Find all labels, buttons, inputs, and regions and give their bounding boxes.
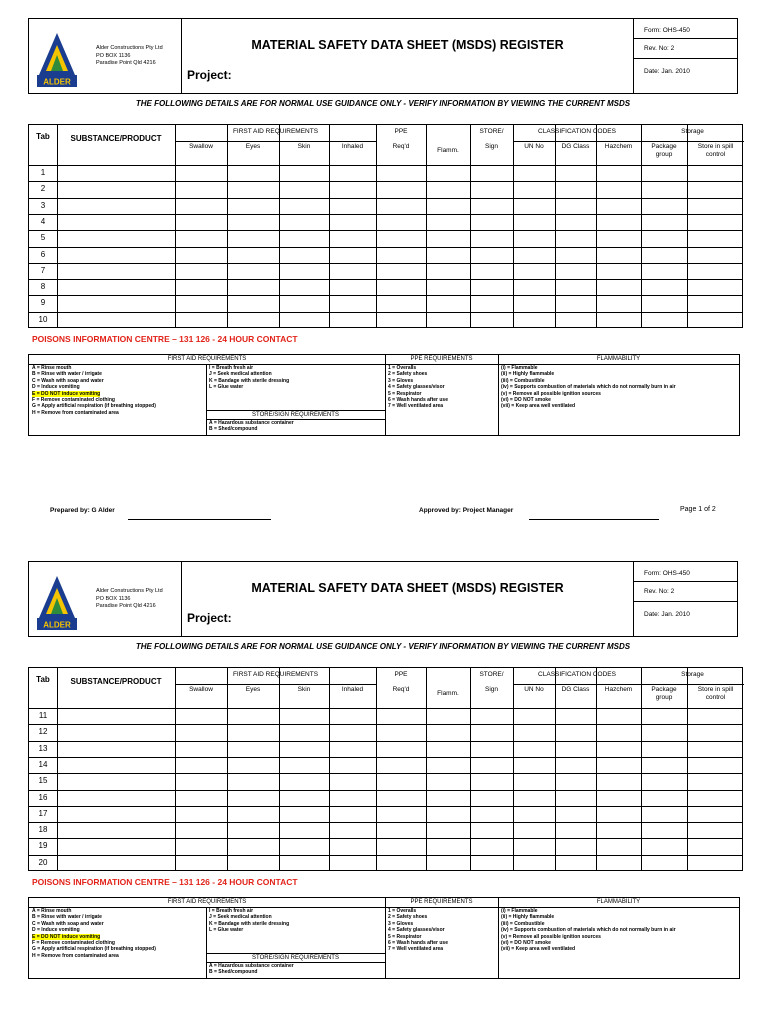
first-aid-header: FIRST AID REQUIREMENTS [232,671,319,678]
address-line: Paradise Point Qld 4216 [96,603,156,609]
legend-item: (iv) = Supports combustion of materials which do not normally burn in air [501,384,676,391]
legend-item: L = Glue water [209,384,244,391]
legend-item: C = Wash with soap and water [32,377,104,384]
page-number: Page 1 of 2 [680,506,716,513]
legend-item: 3 = Gloves [388,377,414,384]
legend-item: G = Apply artificial respiration (if breathing stopped) [32,946,156,953]
dg-class-header: DG Class [561,686,590,693]
legend-item: D = Induce vomiting [32,927,80,934]
address-line: PO BOX 1136 [96,52,131,59]
approved-signature-line[interactable] [529,519,659,520]
skin-header: Skin [297,686,311,693]
legend-first-aid-list-2 [209,908,289,934]
table-row-number: 14 [38,759,48,769]
table-row-number: 3 [40,200,46,210]
table-row-number: 12 [38,727,48,737]
legend-flammability-title: FLAMMABILITY [596,899,641,905]
prepared-by: Prepared by: G Alder [50,507,115,514]
project-label: Project: [187,68,232,82]
legend-item: F = Remove contaminated clothing [32,397,115,404]
legend-item: A = Hazardous substance container [209,420,294,426]
legend-store-list [209,963,294,976]
table-row-number: 16 [38,792,48,802]
legend-item: (iii) = Combustible [501,377,545,384]
tab-header: Tab [36,132,50,141]
store-header: STORE/ [479,128,504,135]
company-cell [29,562,182,636]
first-aid-header: FIRST AID REQUIREMENTS [232,128,319,135]
legend-item: 2 = Safety shoes [388,914,428,921]
store-header: STORE/ [479,671,504,678]
store-in-spill-header: Store in spill control [697,686,734,701]
legend-item: 7 = Well ventilated area [388,946,444,953]
msds-register-table [28,667,743,871]
swallow-header: Swallow [189,686,213,693]
legend-item: (i) = Flammable [501,908,538,914]
legend-item: B = Shed/compound [209,969,258,976]
legend-first-aid-list-2 [209,365,289,391]
skin-header: Skin [297,143,311,150]
table-row-number: 7 [40,265,46,275]
legend-item: 1 = Overalls [388,908,417,914]
form-number: Form: OHS-450 [644,570,690,577]
legend-item: A = Rinse mouth [32,365,72,371]
legend-item: H = Remove from contaminated area [32,952,119,959]
legend-item: (vi) = DO NOT smoke [501,397,551,404]
legend-table [28,354,740,436]
register-title: MATERIAL SAFETY DATA SHEET (MSDS) REGISTER [251,38,564,52]
eyes-header: Eyes [245,143,261,150]
legend-item: G = Apply artificial respiration (if breathing stopped) [32,403,156,410]
table-row-number: 8 [40,282,46,292]
swallow-header: Swallow [189,143,213,150]
legend-flammability-list [501,365,676,410]
legend-store-list [209,420,294,433]
sign-header: Sign [484,686,498,693]
legend-item: 4 = Safety glasses/visor [388,927,445,934]
legend-item: D = Induce vomiting [32,384,80,391]
legend-item: 5 = Respirator [388,933,422,940]
legend-item: 5 = Respirator [388,390,422,397]
legend-flammability-title: FLAMMABILITY [596,356,641,362]
classification-header: CLASSIFICATION CODES [538,671,616,678]
substance-header: SUBSTANCE/PRODUCT [70,134,162,143]
legend-item: I = Breath fresh air [209,908,254,914]
table-row-number: 19 [38,841,48,851]
dg-class-header: DG Class [561,143,590,150]
storage-header: Storage [681,671,704,678]
legend-item: 7 = Well ventilated area [388,403,444,410]
legend-item: (iii) = Combustible [501,920,545,927]
legend-item: E = DO NOT induce vomiting [32,390,101,397]
table-row-number: 18 [38,825,48,835]
table-row-number: 11 [38,711,48,720]
form-date: Date: Jan. 2010 [644,611,690,618]
table-row-number: 6 [40,249,46,259]
ppe-header: PPE [394,671,408,678]
header-box [28,561,738,637]
legend-item: F = Remove contaminated clothing [32,940,115,947]
legend-item: (iv) = Supports combustion of materials which do not normally burn in air [501,927,676,934]
company-address [96,588,163,611]
legend-item: K = Bandage with sterile dressing [209,920,290,927]
guidance-notice: THE FOLLOWING DETAILS ARE FOR NORMAL USE GUIDANCE ONLY - VERIFY INFORMATION BY VIEWING THE CURRENT MSDS [135,99,631,108]
legend-item: B = Rinse with water / irrigate [32,914,102,921]
prepared-signature-line[interactable] [128,519,271,520]
legend-flammability-list [501,908,676,953]
legend-item: (vii) = Keep area well ventilated [501,403,576,410]
storage-header: Storage [681,128,704,135]
legend-item: (i) = Flammable [501,365,538,371]
legend-first-aid-list [32,365,156,416]
inhaled-header: Inhaled [341,143,364,150]
table-row-number: 4 [40,216,46,226]
form-info-cell [633,19,738,93]
legend-first-aid-title: FIRST AID REQUIREMENTS [167,899,247,905]
legend-ppe-title: PPE REQUIREMENTS [410,899,473,905]
sign-header: Sign [484,143,498,150]
hazchem-header: Hazchem [604,143,633,150]
legend-first-aid-title: FIRST AID REQUIREMENTS [167,356,247,362]
project-label: Project: [187,611,232,625]
inhaled-header: Inhaled [341,686,364,693]
legend-item: 6 = Wash hands after use [388,397,448,404]
header-box [28,18,738,94]
table-row-number: 17 [38,808,48,818]
company-cell [29,19,182,93]
legend-ppe-list [388,908,448,953]
legend-item: C = Wash with soap and water [32,920,104,927]
table-row-number: 10 [38,314,48,324]
ppe-header: PPE [394,128,408,135]
legend-table [28,897,740,979]
address-line: PO BOX 1136 [96,595,131,602]
rev-number: Rev. No: 2 [644,45,675,52]
form-number: Form: OHS-450 [644,27,690,34]
legend-store-title: STORE/SIGN REQUIREMENTS [252,955,339,961]
legend-item: 3 = Gloves [388,920,414,927]
un-no-header: UN No [524,143,544,150]
msds-register-table [28,124,743,328]
table-row-number: 2 [40,184,46,194]
legend-item: (vii) = Keep area well ventilated [501,946,576,953]
package-group-header: Package group [651,686,677,701]
legend-item: J = Seek medical attention [209,371,272,378]
legend-item: (v) = Remove all possible ignition sources [501,390,601,397]
eyes-header: Eyes [245,686,261,693]
legend-item: A = Rinse mouth [32,908,72,914]
legend-item: 2 = Safety shoes [388,371,428,378]
alder-logo-icon [35,574,79,632]
table-row-number: 9 [40,298,46,308]
register-title: MATERIAL SAFETY DATA SHEET (MSDS) REGISTER [251,581,564,595]
logo-text: ALDER [43,77,71,87]
un-no-header: UN No [524,686,544,693]
register-page-2 [0,543,768,1024]
approved-by: Approved by: Project Manager [419,507,514,514]
legend-item: (ii) = Highly flammable [501,371,555,378]
legend-ppe-list [388,365,448,410]
legend-item: (v) = Remove all possible ignition sources [501,933,601,940]
flamm-header: Flamm. [437,147,459,154]
legend-item: E = DO NOT induce vomiting [32,933,101,940]
legend-item: L = Glue water [209,927,244,934]
legend-item: B = Shed/compound [209,426,258,433]
legend-item: I = Breath fresh air [209,365,254,371]
form-info-cell [633,562,738,636]
address-line: Paradise Point Qld 4216 [96,60,156,66]
substance-header: SUBSTANCE/PRODUCT [70,677,162,686]
legend-item: 6 = Wash hands after use [388,940,448,947]
legend-store-title: STORE/SIGN REQUIREMENTS [252,412,339,418]
classification-header: CLASSIFICATION CODES [538,128,616,135]
package-group-header: Package group [651,143,677,158]
legend-item: B = Rinse with water / irrigate [32,371,102,378]
legend-item: H = Remove from contaminated area [32,409,119,416]
legend-item: A = Hazardous substance container [209,963,294,969]
legend-item: 4 = Safety glasses/visor [388,384,445,391]
legend-item: (vi) = DO NOT smoke [501,940,551,947]
poisons-info-centre: POISONS INFORMATION CENTRE – 131 126 - 24 HOUR CONTACT [32,877,298,887]
hazchem-header: Hazchem [604,686,633,693]
guidance-notice: THE FOLLOWING DETAILS ARE FOR NORMAL USE GUIDANCE ONLY - VERIFY INFORMATION BY VIEWING THE CURRENT MSDS [135,642,631,651]
store-in-spill-header: Store in spill control [697,143,734,158]
legend-item: J = Seek medical attention [209,914,272,921]
table-row-number: 1 [40,168,46,177]
table-row-number: 20 [38,857,48,867]
legend-first-aid-list [32,908,156,959]
logo-text: ALDER [43,620,71,630]
rev-number: Rev. No: 2 [644,588,675,595]
reqd-header: Req'd [392,686,410,693]
alder-logo-icon [35,31,79,89]
tab-header: Tab [36,675,50,684]
legend-item: 1 = Overalls [388,365,417,371]
address-line: Alder Constructions Pty Ltd [96,588,163,594]
table-row-number: 15 [38,776,48,786]
legend-item: K = Bandage with sterile dressing [209,377,290,384]
reqd-header: Req'd [392,143,410,150]
table-row-number: 13 [38,743,48,753]
company-address [96,45,163,68]
legend-item: (ii) = Highly flammable [501,914,555,921]
legend-ppe-title: PPE REQUIREMENTS [410,356,473,362]
form-date: Date: Jan. 2010 [644,68,690,75]
table-row-number: 5 [40,233,46,243]
poisons-info-centre: POISONS INFORMATION CENTRE – 131 126 - 24 HOUR CONTACT [32,334,298,344]
address-line: Alder Constructions Pty Ltd [96,45,163,51]
flamm-header: Flamm. [437,690,459,697]
